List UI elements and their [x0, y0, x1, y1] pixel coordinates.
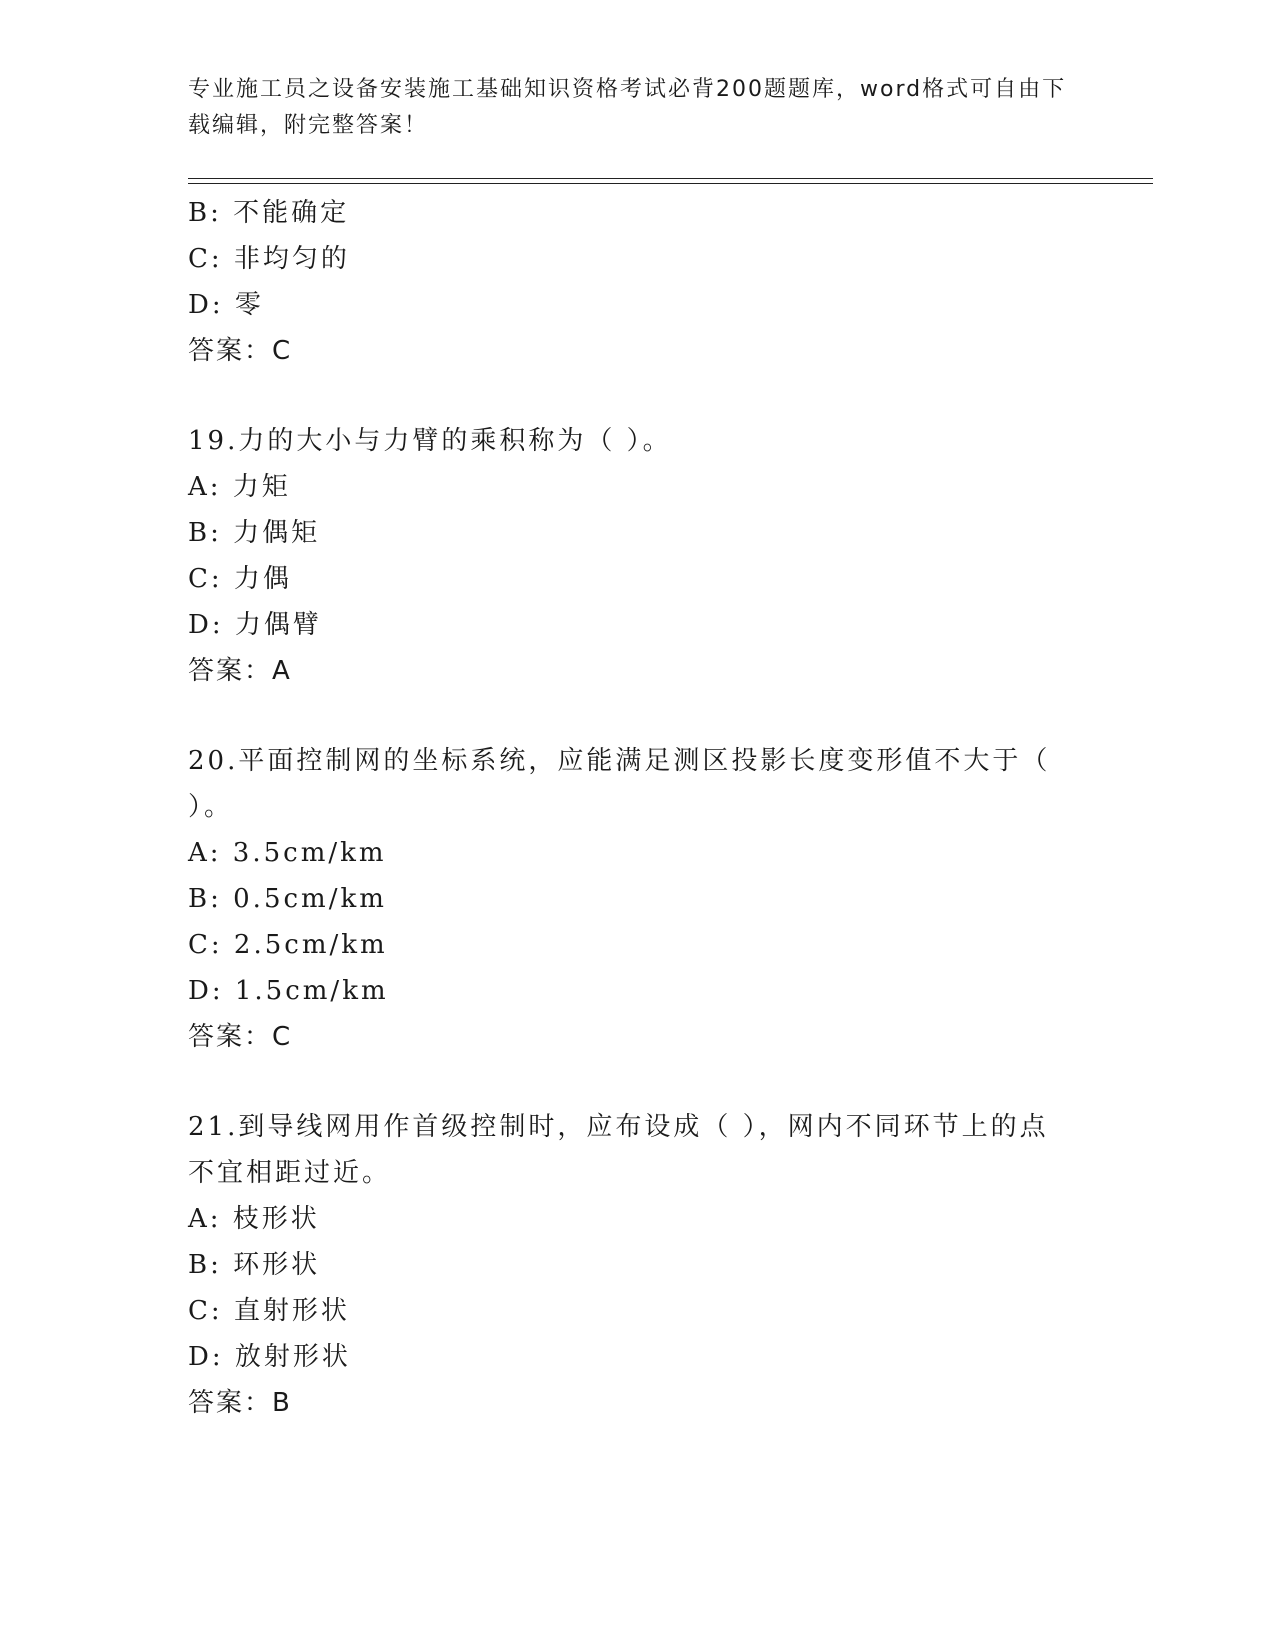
question-block-20: [188, 738, 1068, 1060]
option-d: D: 放射形状: [188, 1342, 351, 1372]
option-b: B: 不能确定: [188, 198, 350, 228]
question-block-21: [188, 1104, 1068, 1426]
option-a: A: 3.5cm/km: [188, 838, 387, 868]
option-c: C: 2.5cm/km: [188, 930, 388, 960]
question-list: [188, 190, 1068, 1426]
answer-line: 答案：B: [188, 1388, 292, 1418]
answer-line: 答案：C: [188, 336, 293, 366]
question-text: 21.到导线网用作首级控制时，应布设成（ ），网内不同环节上的点不宜相距过近。: [188, 1112, 1049, 1188]
header-divider-bottom: [188, 183, 1153, 184]
option-b: B: 0.5cm/km: [188, 884, 387, 914]
option-d: D: 零: [188, 290, 264, 320]
option-a: A: 力矩: [188, 472, 291, 502]
option-c: C: 力偶: [188, 564, 292, 594]
question-text: 19.力的大小与力臂的乘积称为（ ）。: [188, 426, 672, 456]
option-d: D: 1.5cm/km: [188, 976, 389, 1006]
question-block-previous: [188, 190, 1068, 374]
option-b: B: 力偶矩: [188, 518, 321, 548]
option-c: C: 直射形状: [188, 1296, 350, 1326]
answer-line: 答案：A: [188, 656, 292, 686]
question-block-19: [188, 418, 1068, 694]
answer-line: 答案：C: [188, 1022, 293, 1052]
option-b: B: 环形状: [188, 1250, 321, 1280]
option-a: A: 枝形状: [188, 1204, 320, 1234]
header-divider-top: [188, 178, 1153, 179]
option-d: D: 力偶臂: [188, 610, 322, 640]
document-header: 专业施工员之设备安装施工基础知识资格考试必背200题题库，word格式可自由下载编辑，附完整答案！: [188, 77, 1067, 138]
question-text: 20.平面控制网的坐标系统，应能满足测区投影长度变形值不大于（ ）。: [188, 746, 1051, 822]
option-c: C: 非均匀的: [188, 244, 350, 274]
